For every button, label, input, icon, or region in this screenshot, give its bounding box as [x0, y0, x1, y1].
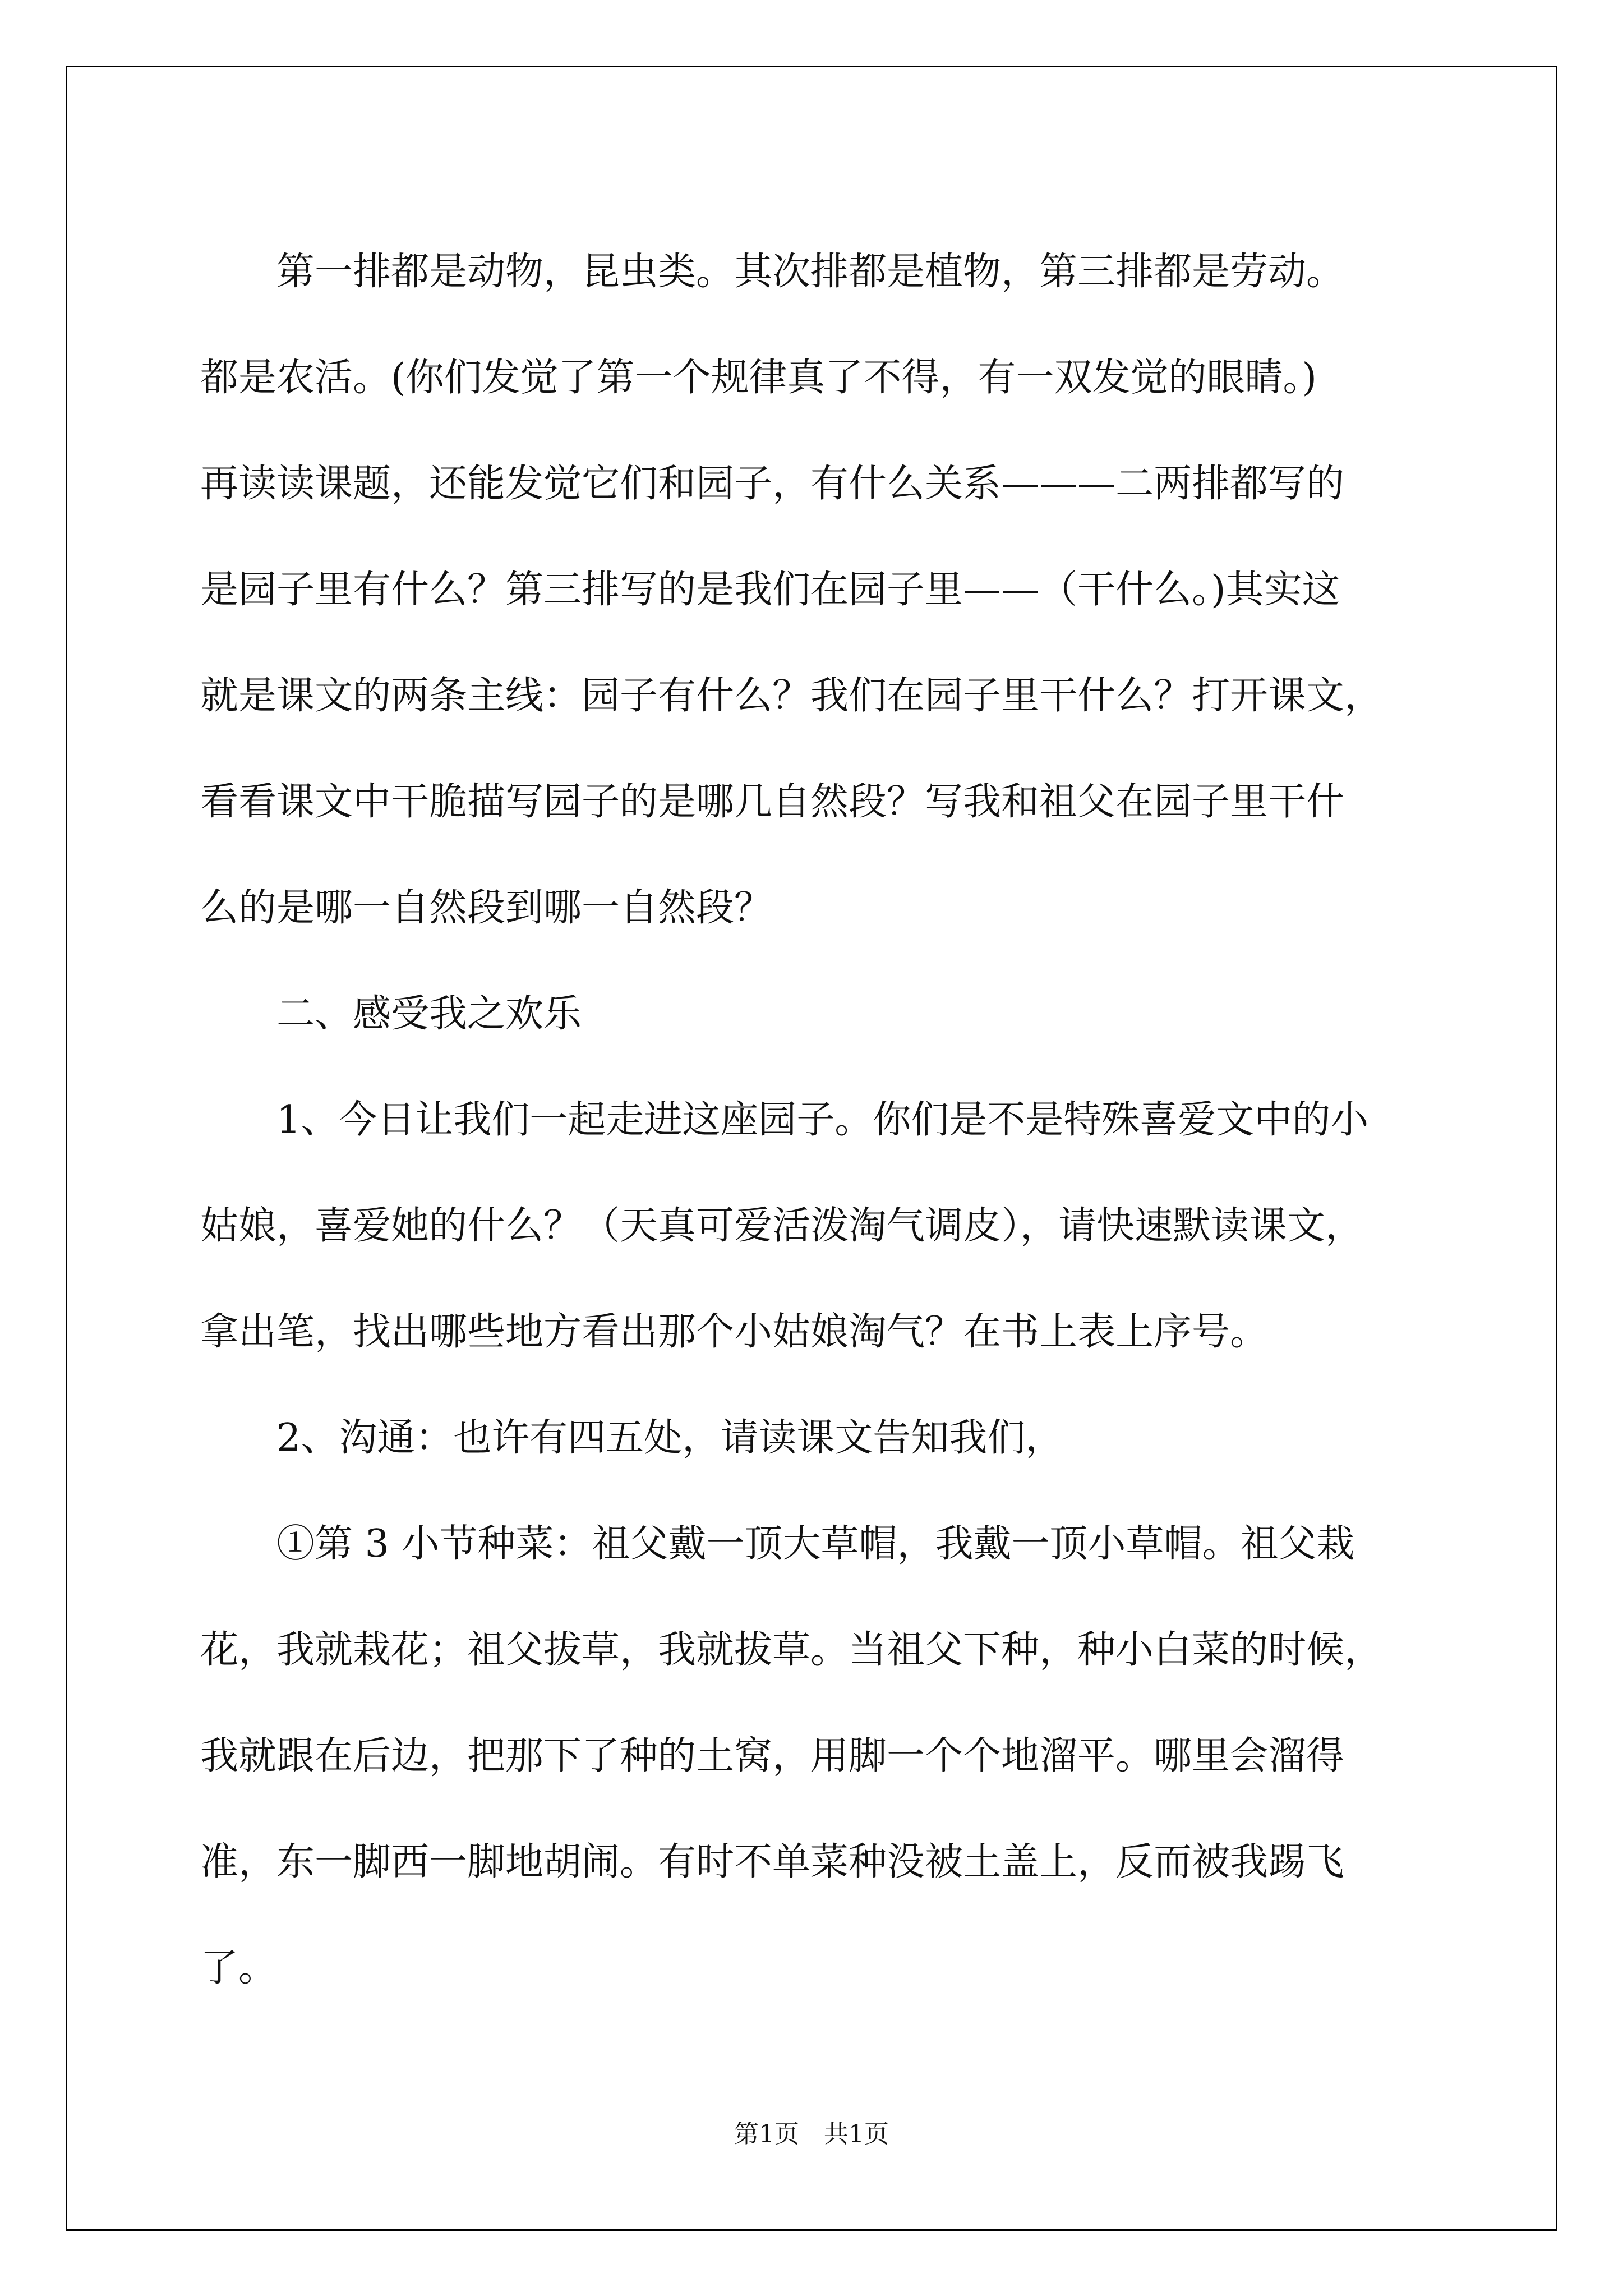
page-footer [0, 2114, 1623, 2150]
text-line: 看看课文中干脆描写园子的是哪几自然段？写我和祖父在园子里干什 [200, 780, 1345, 824]
section-heading: 二、感受我之欢乐 [276, 992, 582, 1036]
text-line: 第一排都是动物，昆虫类。其次排都是植物，第三排都是劳动。 [276, 250, 1345, 294]
text-line: 花，我就栽花；祖父拔草，我就拔草。当祖父下种，种小白菜的时候， [200, 1628, 1383, 1672]
text-line: 了。 [200, 1946, 277, 1990]
page-number: 第1页 [734, 2120, 799, 2148]
document-body [200, 219, 1423, 2021]
page-total: 共1页 [824, 2120, 889, 2148]
text-line: 就是课文的两条主线：园子有什么？我们在园子里干什么？打开课文， [200, 674, 1383, 718]
text-line: 准，东一脚西一脚地胡闹。有时不单菜种没被土盖上，反而被我踢飞 [200, 1840, 1345, 1884]
text-line: 么的是哪一自然段到哪一自然段？ [200, 886, 773, 930]
text-line: 2、沟通：也许有四五处，请读课文告知我们， [276, 1416, 1064, 1460]
text-line: 1、今日让我们一起走进这座园子。你们是不是特殊喜爱文中的小 [276, 1098, 1369, 1142]
text-line: 姑娘，喜爱她的什么？（天真可爱活泼淘气调皮），请快速默读课文， [200, 1204, 1364, 1248]
text-line: 是园子里有什么？第三排写的是我们在园子里——（干什么。)其实这 [200, 568, 1340, 612]
text-line: ①第 3 小节种菜：祖父戴一顶大草帽，我戴一顶小草帽。祖父栽 [276, 1522, 1355, 1566]
text-line: 都是农活。(你们发觉了第一个规律真了不得，有一双发觉的眼睛。) [200, 356, 1317, 400]
text-line: 再读读课题，还能发觉它们和园子，有什么关系———二两排都写的 [200, 462, 1345, 506]
text-line: 我就跟在后边，把那下了种的土窝，用脚一个个地溜平。哪里会溜得 [200, 1734, 1345, 1778]
text-line: 拿出笔，找出哪些地方看出那个小姑娘淘气？在书上表上序号。 [200, 1310, 1269, 1354]
